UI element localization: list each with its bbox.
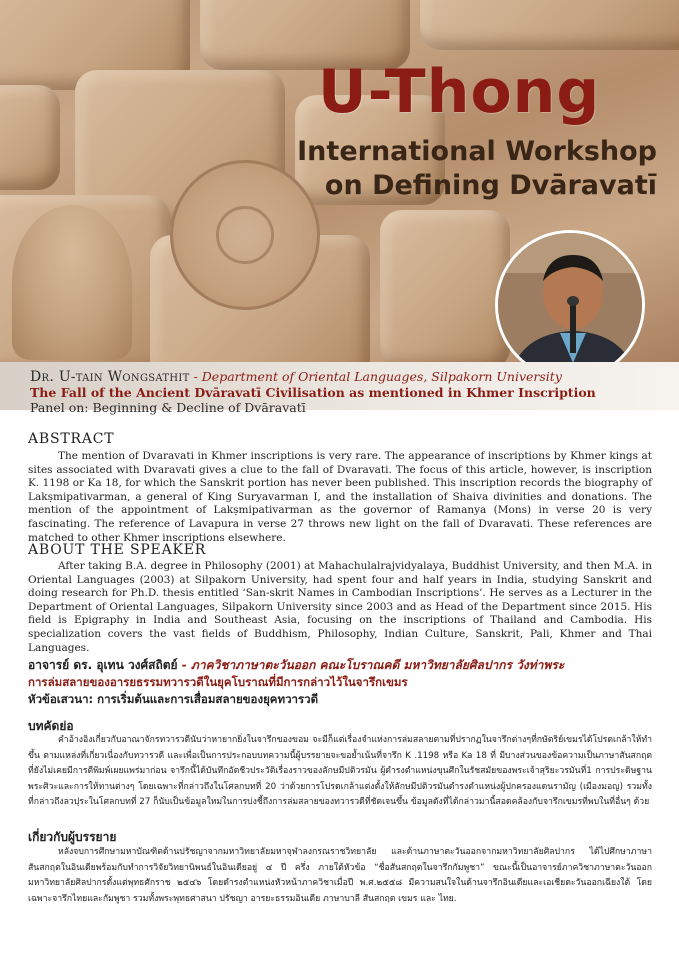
speaker-name: Dr. U-tain Wongsathit	[30, 369, 190, 385]
thai-speaker-name: อาจารย์ ดร. อุเทน วงศ์สถิตย์	[28, 658, 178, 672]
speaker-line	[30, 369, 562, 385]
banner-subtitle-line: on Defining Dvāravatī	[324, 170, 657, 201]
thai-abstract-text: คำอ้างอิงเกี่ยวกับอาณาจักรทวารวดีนับว่าหายากยิ่งในจารึกของขอม จะมีก็แต่เรื่องจำแห่งการล่มสลายตามที่ปรากฏในจารึกต่างๆที่กษัตริย์เขมรได้โปรดเกล้าให้ทำขึ้น ตามแหล่งที่เกี่ยวเนื่องกับทวารวดี และเพื่อเป็นการประกอบบทความนี้ผู้บรรยายจะขอย้ำเน้นที่จารึก K .1198 หรือ Ka 18 ที่ มีบางส่วนของข้อความเป็นภาษาสันสกฤต ที่ยังไม่เคยมีการตีพิมพ์เผยแพร่มาก่อน จารึกนี้ได้บันทึกอัตชีวประวัติเรื่องราวของลักษมีปติวรมัน ผู้ดำรงตำแหน่งขุนศึกในรัชสมัยของพระเจ้าสุริยะวรมันที่1 การประดิษฐานพระศิวะและการให้ทานต่างๆ โดยเฉพาะที่กล่าวถึงในโศลกบทที่ 20 ว่าด้วยการโปรดเกล้าแต่งตั้งให้ลักษมีปติวรมันดำรงตำแหน่งผู้ปกครองแดนรามัญ (เมืองมอญ) รวมทั้งที่กล่าวถึงลวปุระในโศลกบทที่ 27 ก็นับเป็นข้อมูลใหม่ในการบ่งชี้ถึงการล่มสลายของทวารวดีที่ชัดเจนขึ้น ข้อมูลดังที่ได้กล่าวมานี้สอดคล้องกับจารึกเขมรที่พบในที่อื่นๆ ด้วย	[28, 735, 652, 807]
thai-abstract-heading: บทคัดย่อ	[28, 719, 74, 733]
header-banner	[0, 0, 679, 362]
stone-block	[420, 0, 679, 50]
thai-speaker-dept: - ภาควิชาภาษาตะวันออก คณะโบราณคดี มหาวิทยาลัยศิลปากร วังท่าพระ	[177, 658, 565, 672]
speaker-department: - Department of Oriental Languages, Silpakorn University	[189, 369, 562, 384]
speaker-portrait-icon	[498, 233, 645, 362]
panel-label: Panel on: Beginning & Decline of Dvāravatī	[30, 400, 306, 415]
thai-about-heading: เกี่ยวกับผู้บรรยาย	[28, 830, 117, 844]
talk-title: The Fall of the Ancient Dvāravatī Civilisation as mentioned in Khmer Inscription	[30, 385, 596, 400]
banner-subtitle	[297, 135, 657, 203]
stone-block	[380, 210, 510, 362]
thai-panel-label: หัวข้อเสวนา: การเริ่มต้นและการเสื่อมสลายของยุคทวารวดี	[28, 692, 319, 706]
abstract-heading: ABSTRACT	[28, 431, 115, 447]
banner-subtitle-line: International Workshop	[297, 136, 657, 167]
buddha-relief	[12, 205, 132, 360]
thai-about-text: หลังจบการศึกษามหาบัณฑิตด้านปรัชญาจากมหาวิทยาลัยมหาจุฬาลงกรณราชวิทยาลัย และด้านภาษาตะวันออกจากมหาวิทยาลัยศิลปากร ได้ไปศึกษาภาษาสันสกฤตในอินเดียพร้อมกับทำการวิจัยวิทยานิพนธ์ในอินเดียอยู่ ๔ ปี ครึ่ง ภายใต้หัวข้อ “ชื่อสันสกฤตในจารึกกัมพูชา” ขณะนี้เป็นอาจารย์ภาควิชาภาษาตะวันออก มหาวิทยาลัยศิลปากรตั้งแต่พุทธศักราช ๒๕๔๖ โดยดำรงตำแหน่งหัวหน้าภาควิชาเมื่อปี พ.ศ.๒๕๕๘ มีความสนใจในด้านจารึกอินเดียและเอเชียตะวันออกเฉียงใต้ โดยเฉพาะจารึกไทยและกัมพูชา รวมทั้งพระพุทธศาสนา ปรัชญา อารยะธรรมอินเดีย ภาษาบาลี สันสกฤต เขมร และ ไทย.	[28, 847, 652, 904]
abstract-text: The mention of Dvaravati in Khmer inscriptions is very rare. The appearance of inscriptions by Khmer kings at sites associated with Dvaravati gives a clue to the fall of Dvaravati. The focus of this article, however, is inscription K. 1198 or Ka 18, for which the Sanskrit portion has never been published. This inscription records the biography of Lakṣmipativarman, a general of King Suryavarman I, and the installation of Shaiva divinities and donations. The mention of the appointment of Lakṣmipativarman as the governor of Ramanya (Mons) in verse 20 is very fascinating. The reference of Lavapura in verse 27 throws new light on the fall of Dvaravati. These references are matched to other Khmer inscriptions elsewhere.	[28, 450, 652, 544]
thai-talk-title: การล่มสลายของอารยธรรมทวารวดีในยุคโบราณที่มีการกล่าวไว้ในจารึกเขมร	[28, 675, 408, 689]
banner-title: U-Thong	[318, 57, 601, 127]
stone-block	[0, 85, 60, 190]
speaker-photo	[495, 230, 645, 362]
about-heading: ABOUT THE SPEAKER	[28, 542, 207, 558]
thai-speaker-line	[28, 656, 564, 675]
about-text: After taking B.A. degree in Philosophy (2001) at Mahachulalrajvidyalaya, Buddhist University, and then M.A. in Oriental Languages (2003) at Silpakorn University, had spent four and half years in India, studying Sanskrit and doing research for Ph.D. thesis entitled ‘San-skrit Names in Cambodian Inscriptions’. He serves as a Lecturer in the Department of Oriental Languages, Silpakorn University since 2003 and as Head of the Department since 2015. His field is Epigraphy in India and Southeast Asia, focusing on the inscriptions of Thailand and Cambodia. His specialization covers the vast fields of Buddhism, Philosophy, Indian Culture, Sanskrit, Pali, Khmer and Thai Languages.	[28, 560, 652, 654]
